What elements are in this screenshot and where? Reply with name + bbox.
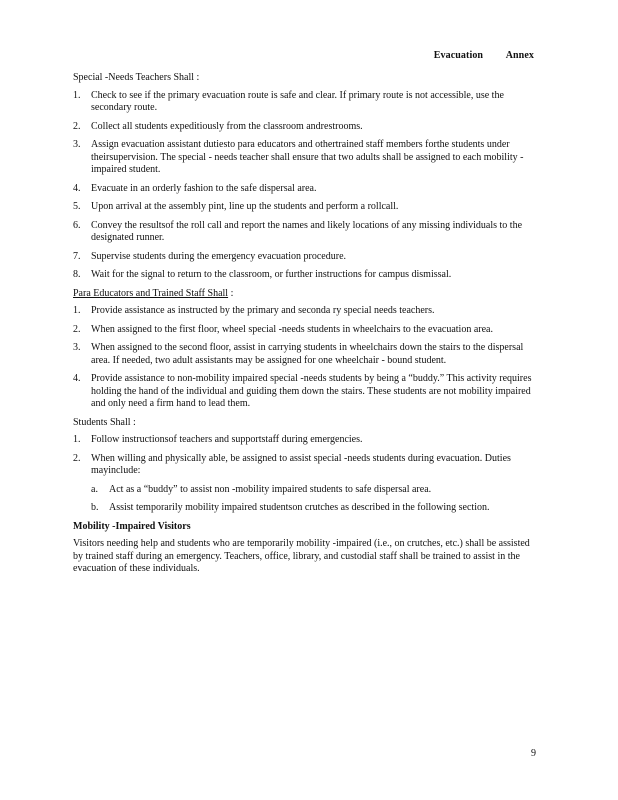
list-item: 3. Assign evacuation assistant dutiesto para educators and othertrained staff members forthe students under theirsupervision. The special - needs teacher shall ensure that two adults shall be assigned to each mobility -impaired student. [73, 139, 524, 175]
list-item: 2. Collect all students expeditiously from the classroom andrestrooms. [73, 120, 363, 132]
list-item: 2. When willing and physically able, be assigned to assist special -needs students during evacuation. Duties mayinclude: a. Act as a “buddy” to assist non -mobility impaired students to safe dispersal area. b. Assist temporarily mobility impaired studentson crutches as described in the following section. [73, 453, 539, 515]
list-item: 8. Wait for the signal to return to the classroom, or further instructions for campus dismissal. [73, 269, 452, 280]
sub-list-item: b. Assist temporarily mobility impaired studentson crutches as described in the following section. [91, 502, 490, 513]
header-evacuation: Evacuation [433, 50, 484, 61]
para-educators-list [73, 305, 539, 411]
list-item: 3. When assigned to the second floor, assist in carrying students in wheelchairs down the stairs to the dispersal area. If needed, two adult assistants may be assigned for one wheelchair - bound student. [73, 342, 524, 366]
mobility-paragraph: Visitors needing help and students who are temporarily mobility -impaired (i.e., on crutches, etc.) shall be assisted by trained staff during an emergency. Teachers, office, library, and custodial staff shall be trained to assist in the evacuation of these individuals. [73, 538, 530, 574]
students-heading: Students Shall : [73, 416, 136, 428]
sub-list-item: a. Act as a “buddy” to assist non -mobility impaired students to safe dispersal area. [91, 483, 432, 495]
special-needs-list [73, 90, 539, 282]
list-item: 4. Evacuate in an orderly fashion to the safe dispersal area. [73, 182, 317, 194]
students-sublist [91, 484, 539, 515]
mobility-heading: Mobility -Impaired Visitors [73, 520, 191, 532]
para-educators-heading: Para Educators and Trained Staff Shall : [73, 287, 234, 299]
document-body [73, 72, 539, 576]
list-item: 6. Convey the resultsof the roll call and report the names and likely locations of any missing individuals to the designated runner. [73, 219, 523, 243]
list-item: 7. Supervise students during the emergency evacuation procedure. [73, 250, 347, 262]
list-item: 1. Follow instructionsof teachers and supportstaff during emergencies. [73, 434, 363, 445]
list-item: 1. Check to see if the primary evacuation route is safe and clear. If primary route is not accessible, use the secondary route. [73, 89, 504, 113]
students-list [73, 434, 539, 515]
header-annex: Annex [505, 50, 534, 61]
list-item: 1. Provide assistance as instructed by the primary and seconda ry special needs teachers. [73, 305, 435, 316]
list-item: 4. Provide assistance to non-mobility impaired special -needs students by being a “buddy.” This activity requires holding the hand of the individual and guiding them down the stairs. These students are not mobility impaired and only need a firm hand to lead them. [73, 373, 532, 409]
list-item: 2. When assigned to the first floor, wheel special -needs students in wheelchairs to the evacuation area. [73, 323, 493, 335]
page-number: 9 [531, 747, 536, 759]
list-item: 5. Upon arrival at the assembly pint, line up the students and perform a rollcall. [73, 201, 399, 212]
running-header [434, 50, 534, 63]
special-needs-heading: Special -Needs Teachers Shall : [73, 72, 200, 83]
